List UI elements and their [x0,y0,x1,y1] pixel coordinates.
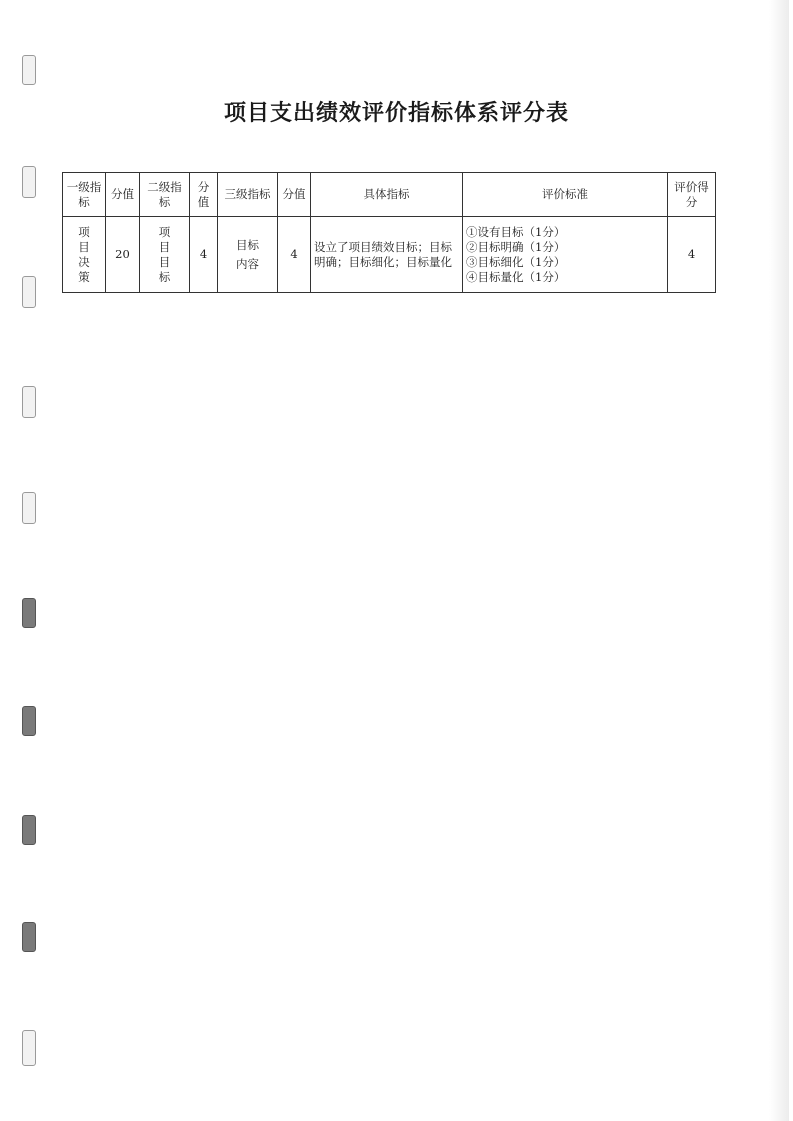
standard-line: ③目标细化（1分） [466,254,566,269]
header-cell: 评价标准 [463,173,668,217]
header-cell: 分值 [190,173,218,217]
specific-indicator: 设立了项目绩效目标；目标明确；目标细化；目标量化 [311,217,463,293]
header-cell: 分值 [106,173,140,217]
level2-score: 4 [190,217,218,293]
level2-indicator [140,217,190,293]
binder-hole [22,276,36,308]
binder-hole [22,492,36,524]
header-row [63,173,716,217]
level2-indicator-text: 项目目标 [158,224,171,284]
evaluation-standard [463,217,668,293]
evaluation-score: 4 [668,217,716,293]
score-table [62,172,716,293]
standard-line: ①设有目标（1分） [466,224,566,239]
header-cell: 分值 [278,173,311,217]
page-title: 项目支出绩效评价指标体系评分表 [223,100,569,126]
binder-hole [22,598,36,628]
header-cell: 评价得分 [668,173,716,217]
header-cell: 二级指标 [140,173,190,217]
standard-line: ②目标明确（1分） [466,239,566,254]
header-cell: 一级指标 [63,173,106,217]
page-edge-shadow [769,0,789,1121]
level1-indicator-text: 项目决策 [78,224,90,284]
table-row [63,217,716,293]
level3-text: 目标内容 [236,237,259,271]
level3-indicator [218,217,278,293]
level3-score: 4 [278,217,311,293]
level1-indicator [63,217,106,293]
binder-hole [22,55,36,85]
header-cell: 三级指标 [218,173,278,217]
binder-hole [22,706,36,736]
header-cell: 具体指标 [311,173,463,217]
level1-score: 20 [106,217,140,293]
binder-hole [22,1030,36,1066]
standard-line: ④目标量化（1分） [466,269,566,284]
binder-hole [22,166,36,198]
binder-hole [22,922,36,952]
binder-hole [22,815,36,845]
binder-hole [22,386,36,418]
